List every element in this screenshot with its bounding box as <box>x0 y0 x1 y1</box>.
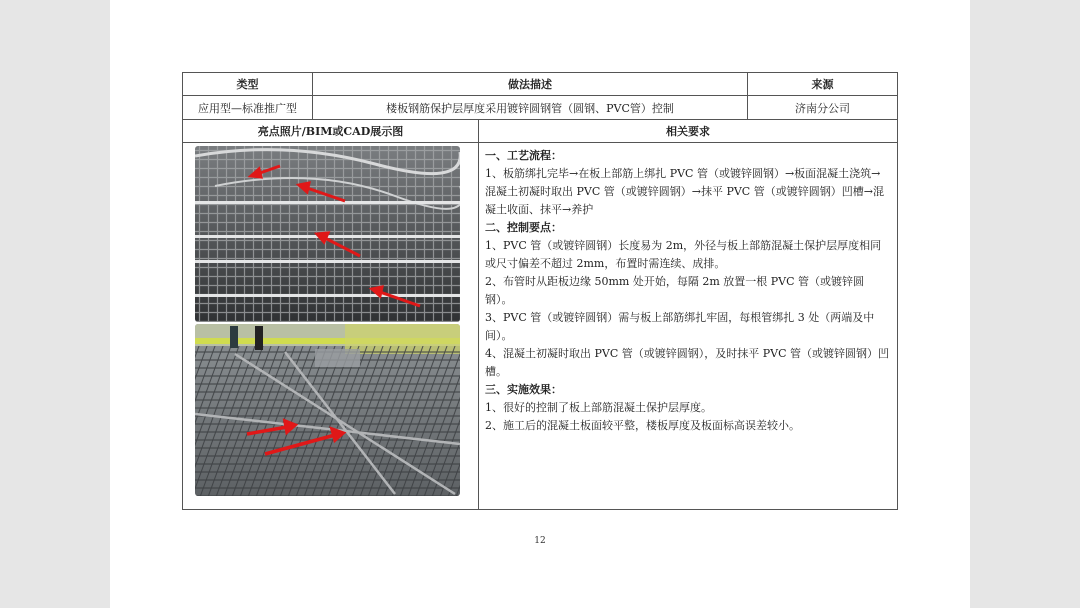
req-line-0: 一、工艺流程： <box>485 149 562 162</box>
header-source: 来源 <box>748 73 898 96</box>
document-page <box>110 0 970 608</box>
header-description: 做法描述 <box>313 73 748 96</box>
req-line-5: 3、PVC 管（或镀锌圆钢）需与板上部筋绑扎牢固，每根管绑扎 3 处（两端及中间）。 <box>485 311 875 342</box>
req-line-7: 三、实施效果： <box>485 383 562 396</box>
source-value: 济南分公司 <box>748 96 898 120</box>
header-photos: 亮点照片/BIM或CAD展示图 <box>183 120 479 143</box>
header-type: 类型 <box>183 73 313 96</box>
rebar-mesh-site-photo <box>195 324 460 496</box>
req-line-2: 二、控制要点： <box>485 221 562 234</box>
rebar-mesh-with-pipes-photo <box>195 146 460 322</box>
req-line-4: 2、布管时从距板边缘 50mm 处开始，每隔 2m 放置一根 PVC 管（或镀锌圆钢）。 <box>485 275 865 306</box>
req-line-3: 1、PVC 管（或镀锌圆钢）长度易为 2m，外径与板上部筋混凝土保护层厚度相同或尺寸偏差不超过 2mm，布置时需连续、成排。 <box>485 239 882 270</box>
type-value: 应用型—标准推广型 <box>183 96 313 120</box>
req-line-1: 1、板筋绑扎完毕→在板上部筋上绑扎 PVC 管（或镀锌圆钢）→板面混凝土浇筑→混凝土初凝时取出 PVC 管（或镀锌圆钢）→抹平 PVC 管（或镀锌圆钢）凹槽→混凝土收面、抹平→养护 <box>485 167 884 216</box>
req-line-6: 4、混凝土初凝时取出 PVC 管（或镀锌圆钢），及时抹平 PVC 管（或镀锌圆钢）凹槽。 <box>485 347 890 378</box>
method-table <box>182 72 898 510</box>
description-value: 楼板钢筋保护层厚度采用镀锌圆钢管（圆钢、PVC管）控制 <box>313 96 748 120</box>
page-number: 12 <box>534 536 546 546</box>
req-line-9: 2、施工后的混凝土板面较平整，楼板厚度及板面标高误差较小。 <box>485 419 800 432</box>
req-line-8: 1、很好的控制了板上部筋混凝土保护层厚度。 <box>485 401 712 414</box>
header-requirements: 相关要求 <box>479 120 898 143</box>
requirements-cell <box>479 143 898 510</box>
photos-cell <box>183 143 479 510</box>
